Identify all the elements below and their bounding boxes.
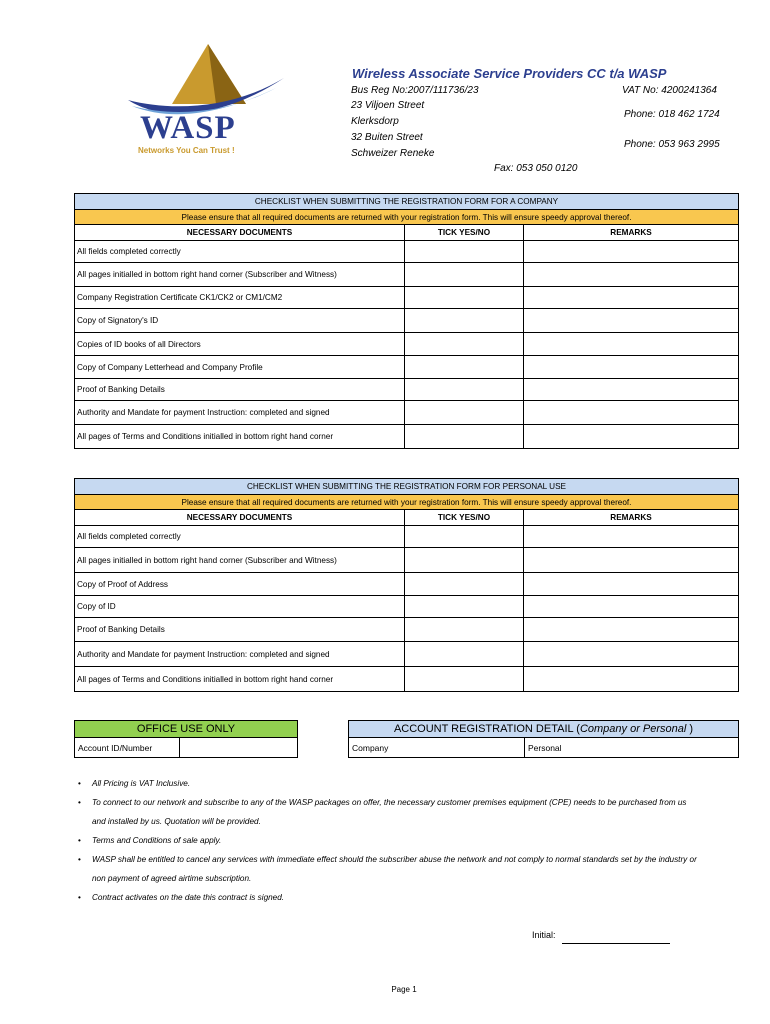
list-item bbox=[78, 774, 728, 793]
fax-number: Fax: 053 050 0120 bbox=[494, 163, 578, 174]
personal-checklist-table bbox=[74, 478, 739, 692]
address-line: 23 Viljoen Street bbox=[351, 100, 425, 111]
remarks-cell[interactable] bbox=[524, 401, 739, 425]
column-header-documents: NECESSARY DOCUMENTS bbox=[75, 510, 405, 526]
tick-cell[interactable] bbox=[405, 356, 524, 379]
table-row bbox=[75, 667, 739, 692]
bullet-icon: • bbox=[78, 893, 81, 902]
table-row bbox=[75, 401, 739, 425]
tick-cell[interactable] bbox=[405, 618, 524, 642]
personal-checklist-title: CHECKLIST WHEN SUBMITTING THE REGISTRATION FORM FOR PERSONAL USE bbox=[75, 479, 739, 495]
wasp-logo bbox=[126, 42, 286, 160]
note-text: All Pricing is VAT Inclusive. bbox=[92, 779, 191, 788]
bullet-icon: • bbox=[78, 836, 81, 845]
tick-cell[interactable] bbox=[405, 573, 524, 596]
list-item bbox=[78, 850, 728, 888]
personal-checklist-note: Please ensure that all required documents are returned with your registration form. This will ensure speedy approval thereof. bbox=[75, 495, 739, 510]
table-row bbox=[75, 241, 739, 263]
office-use-box bbox=[74, 720, 298, 758]
tick-cell[interactable] bbox=[405, 548, 524, 573]
bullet-icon: • bbox=[78, 855, 81, 864]
table-row bbox=[75, 287, 739, 309]
account-registration-title-text: ACCOUNT REGISTRATION DETAIL ( bbox=[393, 723, 580, 735]
notes-list bbox=[78, 774, 728, 907]
phone-2: Phone: 053 963 2995 bbox=[624, 139, 720, 150]
remarks-cell[interactable] bbox=[524, 333, 739, 356]
column-header-remarks: REMARKS bbox=[524, 510, 739, 526]
document-label: All pages initialled in bottom right hand corner (Subscriber and Witness) bbox=[75, 548, 405, 573]
column-header-documents: NECESSARY DOCUMENTS bbox=[75, 225, 405, 241]
tick-cell[interactable] bbox=[405, 287, 524, 309]
remarks-cell[interactable] bbox=[524, 596, 739, 618]
remarks-cell[interactable] bbox=[524, 642, 739, 667]
table-row bbox=[75, 526, 739, 548]
tick-cell[interactable] bbox=[405, 263, 524, 287]
initial-label: Initial: bbox=[532, 930, 556, 940]
account-registration-title-italic: Company or Personal bbox=[579, 723, 687, 735]
phone-1: Phone: 018 462 1724 bbox=[624, 109, 720, 120]
document-label: Authority and Mandate for payment Instruction: completed and signed bbox=[75, 642, 405, 667]
table-row bbox=[75, 642, 739, 667]
account-id-label: Account ID/Number bbox=[75, 738, 180, 758]
document-label: Copy of Proof of Address bbox=[75, 573, 405, 596]
table-row bbox=[75, 548, 739, 573]
account-registration-title bbox=[349, 721, 739, 738]
remarks-cell[interactable] bbox=[524, 263, 739, 287]
table-row bbox=[75, 309, 739, 333]
column-header-tick: TICK YES/NO bbox=[405, 225, 524, 241]
company-option[interactable]: Company bbox=[349, 738, 525, 758]
note-text: WASP shall be entitled to cancel any services with immediate effect should the subscriber abuse the network and not comply to normal standards set by the industry or non payment of agreed airtime subscription. bbox=[92, 855, 697, 883]
address-line: 32 Buiten Street bbox=[351, 132, 423, 143]
office-use-title: OFFICE USE ONLY bbox=[75, 721, 298, 738]
table-row bbox=[75, 596, 739, 618]
list-item bbox=[78, 793, 728, 831]
document-label: All fields completed correctly bbox=[75, 241, 405, 263]
document-label: All pages of Terms and Conditions initialled in bottom right hand corner bbox=[75, 425, 405, 449]
company-checklist-note: Please ensure that all required documents are returned with your registration form. This will ensure speedy approval thereof. bbox=[75, 210, 739, 225]
remarks-cell[interactable] bbox=[524, 356, 739, 379]
document-label: Authority and Mandate for payment Instruction: completed and signed bbox=[75, 401, 405, 425]
logo-tagline: Networks You Can Trust ! bbox=[138, 146, 235, 155]
initial-signature-line[interactable] bbox=[562, 943, 670, 944]
page-number: Page 1 bbox=[391, 985, 417, 994]
tick-cell[interactable] bbox=[405, 526, 524, 548]
tick-cell[interactable] bbox=[405, 642, 524, 667]
note-text: Contract activates on the date this contract is signed. bbox=[92, 893, 285, 902]
vat-number: VAT No: 4200241364 bbox=[622, 85, 717, 96]
tick-cell[interactable] bbox=[405, 241, 524, 263]
list-item bbox=[78, 831, 728, 850]
remarks-cell[interactable] bbox=[524, 667, 739, 692]
remarks-cell[interactable] bbox=[524, 241, 739, 263]
document-label: All pages of Terms and Conditions initialled in bottom right hand corner bbox=[75, 667, 405, 692]
document-label: Proof of Banking Details bbox=[75, 379, 405, 401]
tick-cell[interactable] bbox=[405, 333, 524, 356]
tick-cell[interactable] bbox=[405, 596, 524, 618]
tick-cell[interactable] bbox=[405, 425, 524, 449]
bullet-icon: • bbox=[78, 779, 81, 788]
remarks-cell[interactable] bbox=[524, 573, 739, 596]
tick-cell[interactable] bbox=[405, 379, 524, 401]
company-checklist-table bbox=[74, 193, 739, 449]
logo-brand: WASP bbox=[140, 110, 236, 146]
column-header-remarks: REMARKS bbox=[524, 225, 739, 241]
remarks-cell[interactable] bbox=[524, 526, 739, 548]
document-label: All pages initialled in bottom right hand corner (Subscriber and Witness) bbox=[75, 263, 405, 287]
table-row bbox=[75, 425, 739, 449]
list-item bbox=[78, 888, 728, 907]
personal-option[interactable]: Personal bbox=[525, 738, 739, 758]
bullet-icon: • bbox=[78, 798, 81, 807]
table-row bbox=[75, 573, 739, 596]
table-row bbox=[75, 333, 739, 356]
note-text: To connect to our network and subscribe to any of the WASP packages on offer, the necessary customer premises equipment (CPE) needs to be purchased from us and installed by us. Quotation will be provided. bbox=[92, 798, 687, 826]
bus-reg: Bus Reg No:2007/111736/23 bbox=[351, 85, 479, 96]
document-label: Copy of Signatory's ID bbox=[75, 309, 405, 333]
document-label: Copy of Company Letterhead and Company Profile bbox=[75, 356, 405, 379]
tick-cell[interactable] bbox=[405, 401, 524, 425]
note-text: Terms and Conditions of sale apply. bbox=[92, 836, 222, 845]
document-label: Company Registration Certificate CK1/CK2 or CM1/CM2 bbox=[75, 287, 405, 309]
table-row bbox=[75, 356, 739, 379]
tick-cell[interactable] bbox=[405, 667, 524, 692]
remarks-cell[interactable] bbox=[524, 425, 739, 449]
remarks-cell[interactable] bbox=[524, 548, 739, 573]
document-label: Proof of Banking Details bbox=[75, 618, 405, 642]
document-label: Copies of ID books of all Directors bbox=[75, 333, 405, 356]
address-line: Schweizer Reneke bbox=[351, 148, 435, 159]
document-label: Copy of ID bbox=[75, 596, 405, 618]
table-row bbox=[75, 618, 739, 642]
account-registration-box bbox=[348, 720, 739, 758]
account-registration-title-end: ) bbox=[686, 723, 694, 735]
column-header-tick: TICK YES/NO bbox=[405, 510, 524, 526]
tick-cell[interactable] bbox=[405, 309, 524, 333]
remarks-cell[interactable] bbox=[524, 309, 739, 333]
remarks-cell[interactable] bbox=[524, 379, 739, 401]
account-id-field[interactable] bbox=[180, 738, 298, 758]
remarks-cell[interactable] bbox=[524, 287, 739, 309]
table-row bbox=[75, 379, 739, 401]
address-line: Klerksdorp bbox=[351, 116, 399, 127]
company-checklist-title: CHECKLIST WHEN SUBMITTING THE REGISTRATION FORM FOR A COMPANY bbox=[75, 194, 739, 210]
table-row bbox=[75, 263, 739, 287]
company-name: Wireless Associate Service Providers CC t/a WASP bbox=[352, 66, 667, 81]
document-label: All fields completed correctly bbox=[75, 526, 405, 548]
remarks-cell[interactable] bbox=[524, 618, 739, 642]
